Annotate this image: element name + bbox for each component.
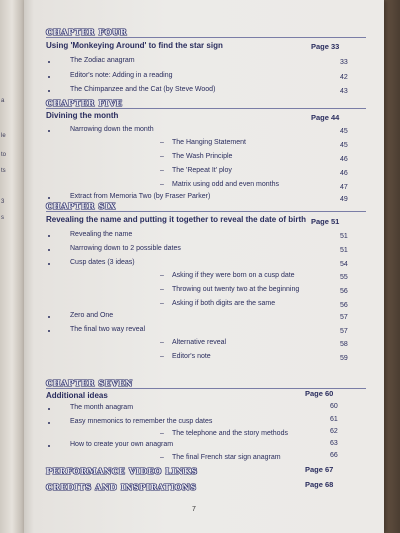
bullet-icon — [48, 61, 50, 63]
chapter-subtitle: Revealing the name and putting it together to reveal the date of birth — [46, 215, 307, 224]
toc-entry: Alternative reveal — [172, 339, 227, 346]
toc-page: 57 — [340, 314, 348, 321]
toc-entry: The Zodiac anagram — [70, 57, 135, 64]
chapter-subtitle: Using 'Monkeying Around' to find the star sign — [46, 41, 223, 50]
toc-page: 51 — [340, 247, 348, 254]
toc-page: 66 — [330, 452, 338, 459]
toc-page: 55 — [340, 274, 348, 281]
toc-entry: Zero and One — [70, 312, 114, 319]
toc-entry: The final French star sign anagram — [172, 454, 281, 461]
left-page-glyph: ts — [1, 168, 6, 174]
chapter-page: Page 68 — [305, 480, 334, 489]
dash-icon: – — [160, 339, 164, 346]
toc-entry: The Wash Principle — [172, 153, 233, 160]
toc-entry: Asking if they were born on a cusp date — [172, 272, 295, 279]
toc-page: 46 — [340, 170, 348, 177]
bullet-icon — [48, 235, 50, 237]
dash-icon: – — [160, 272, 164, 279]
dash-icon: – — [160, 139, 164, 146]
left-page-glyph: s — [1, 215, 4, 221]
toc-entry: Cusp dates (3 ideas) — [70, 259, 135, 266]
bullet-icon — [48, 445, 50, 447]
toc-page: 62 — [330, 428, 338, 435]
toc-entry: Narrowing down the month — [70, 126, 154, 133]
toc-page: 58 — [340, 341, 348, 348]
dash-icon: – — [160, 286, 164, 293]
bullet-icon — [48, 249, 50, 251]
toc-entry: Revealing the name — [70, 231, 133, 238]
toc-page: 47 — [340, 184, 348, 191]
toc-entry: Narrowing down to 2 possible dates — [70, 245, 181, 252]
chapter-underline — [46, 37, 366, 38]
toc-page: 59 — [340, 355, 348, 362]
chapter-heading: CHAPTER SEVEN — [46, 378, 133, 388]
bullet-icon — [48, 422, 50, 424]
chapter-heading: PERFORMANCE VIDEO LINKS — [46, 466, 198, 476]
dash-icon: – — [160, 181, 164, 188]
chapter-heading: CREDITS AND INSPIRATIONS — [46, 482, 197, 492]
dash-icon: – — [160, 430, 164, 437]
bullet-icon — [48, 90, 50, 92]
toc-entry: Easy mnemonics to remember the cusp dates — [70, 418, 213, 425]
book-page — [24, 0, 384, 533]
toc-entry: Throwing out twenty two at the beginning — [172, 286, 300, 293]
toc-page: 33 — [340, 59, 348, 66]
dash-icon: – — [160, 353, 164, 360]
bullet-icon — [48, 197, 50, 199]
toc-page: 54 — [340, 261, 348, 268]
toc-entry: How to create your own anagram — [70, 441, 174, 448]
dash-icon: – — [160, 300, 164, 307]
bullet-icon — [48, 408, 50, 410]
toc-entry: Asking if both digits are the same — [172, 300, 276, 307]
chapter-underline — [46, 211, 366, 212]
toc-page: 57 — [340, 328, 348, 335]
toc-page: 46 — [340, 156, 348, 163]
dash-icon: – — [160, 454, 164, 461]
bullet-icon — [48, 76, 50, 78]
bullet-icon — [48, 316, 50, 318]
chapter-subtitle: Additional ideas — [46, 391, 108, 400]
toc-page: 60 — [330, 403, 338, 410]
chapter-underline — [46, 108, 366, 109]
toc-entry: The 'Repeat It' ploy — [172, 167, 232, 174]
page-number: 7 — [192, 506, 196, 513]
chapter-page: Page 33 — [311, 42, 340, 51]
toc-page: 43 — [340, 88, 348, 95]
toc-page: 61 — [330, 416, 338, 423]
toc-page: 49 — [340, 196, 348, 203]
chapter-page: Page 44 — [311, 113, 340, 122]
toc-entry: Editor's note — [172, 353, 211, 360]
chapter-subtitle: Divining the month — [46, 111, 119, 120]
toc-page: 56 — [340, 288, 348, 295]
toc-page: 45 — [340, 128, 348, 135]
toc-entry: The month anagram — [70, 404, 134, 411]
left-page-glyph: a — [1, 98, 5, 104]
dash-icon: – — [160, 167, 164, 174]
left-page-edge — [0, 0, 24, 533]
toc-entry: Editor's note: Adding in a reading — [70, 72, 173, 79]
toc-page: 51 — [340, 233, 348, 240]
chapter-heading: CHAPTER SIX — [46, 201, 116, 211]
chapter-heading: CHAPTER FIVE — [46, 98, 123, 108]
toc-page: 42 — [340, 74, 348, 81]
dash-icon: – — [160, 153, 164, 160]
chapter-page: Page 67 — [305, 465, 334, 474]
bullet-icon — [48, 130, 50, 132]
chapter-heading: CHAPTER FOUR — [46, 27, 128, 37]
toc-entry: The Chimpanzee and the Cat (by Steve Wood) — [70, 86, 216, 93]
chapter-page: Page 51 — [311, 217, 340, 226]
toc-page: 63 — [330, 440, 338, 447]
toc-entry: The Hanging Statement — [172, 139, 246, 146]
toc-entry: Matrix using odd and even months — [172, 181, 280, 188]
toc-entry: Extract from Memoria Two (by Fraser Parker) — [70, 193, 211, 200]
bullet-icon — [48, 263, 50, 265]
left-page-glyph: 3 — [1, 199, 5, 205]
toc-entry: The final two way reveal — [70, 326, 146, 333]
toc-page: 45 — [340, 142, 348, 149]
left-page-glyph: le — [1, 133, 6, 139]
left-page-glyph: to — [1, 152, 7, 158]
toc-entry: The telephone and the story methods — [172, 430, 288, 437]
bullet-icon — [48, 330, 50, 332]
chapter-page: Page 60 — [305, 389, 334, 398]
toc-page: 56 — [340, 302, 348, 309]
